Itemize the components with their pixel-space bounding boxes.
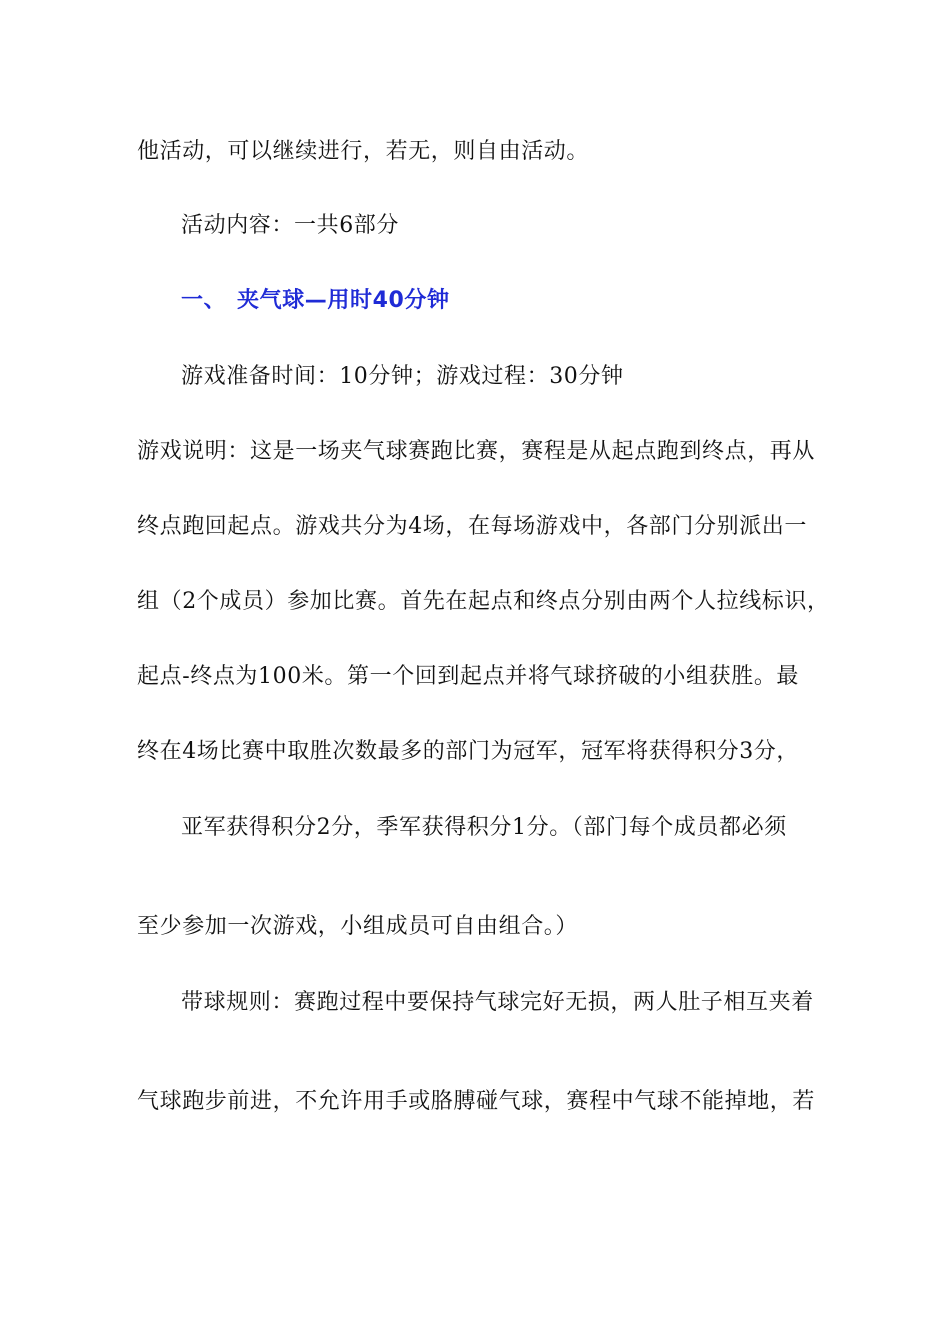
text-line-game-description-6: 亚军获得积分2分，季军获得积分1分。（部门每个成员都必须 [181, 815, 787, 840]
text-line-continuation: 他活动，可以继续进行，若无，则自由活动。 [137, 139, 590, 164]
text-line-game-time: 游戏准备时间：10分钟；游戏过程：30分钟 [181, 364, 624, 389]
text-line-game-description-7: 至少参加一次游戏，小组成员可自由组合。） [137, 914, 579, 939]
section-heading-number: 一、 [181, 288, 227, 313]
text-line-game-description-2: 终点跑回起点。游戏共分为4场，在每场游戏中，各部门分别派出一 [137, 514, 807, 539]
section-heading-title: 夹气球—用时40分钟 [237, 288, 450, 313]
text-line-game-description-5: 终在4场比赛中取胜次数最多的部门为冠军，冠军将获得积分3分， [137, 739, 799, 764]
text-line-game-description-3: 组（2个成员）参加比赛。首先在起点和终点分别由两个人拉线标识， [137, 589, 830, 614]
text-line-activity-content: 活动内容：一共6部分 [181, 213, 399, 238]
section-heading [181, 286, 450, 316]
text-line-game-description-1: 游戏说明：这是一场夹气球赛跑比赛，赛程是从起点跑到终点，再从 [137, 439, 816, 464]
text-line-ball-rules-2: 气球跑步前进，不允许用手或胳膊碰气球，赛程中气球不能掉地，若 [137, 1089, 816, 1114]
text-line-game-description-4: 起点-终点为100米。第一个回到起点并将气球挤破的小组获胜。最 [137, 664, 800, 689]
text-line-ball-rules-1: 带球规则：赛跑过程中要保持气球完好无损，两人肚子相互夹着 [181, 990, 814, 1015]
